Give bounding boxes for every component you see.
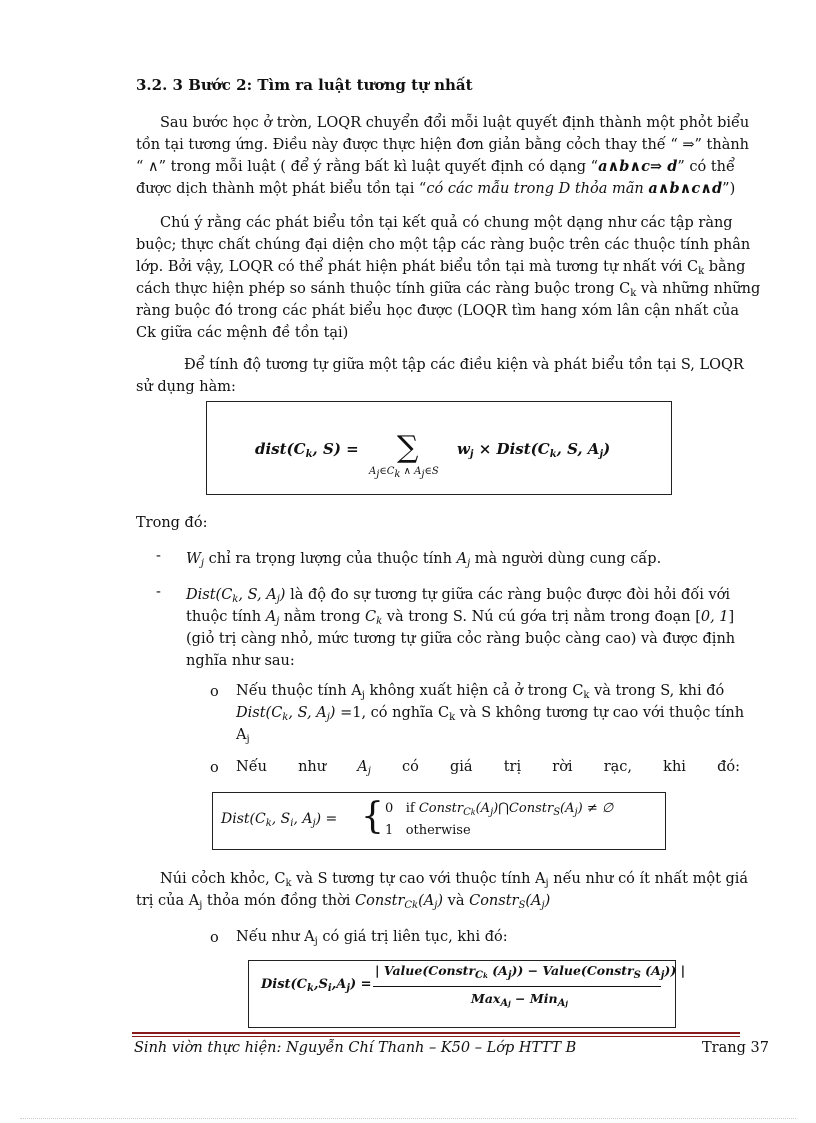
p3-line2: sử dụng hàm: (136, 379, 236, 395)
o-bullet-1: o (210, 684, 219, 700)
f2-r1-c2: Constr (508, 801, 554, 816)
p2-line3-sub: k (698, 266, 705, 277)
f3-lhs-b: ,S (313, 977, 328, 992)
f3-den-b: − Min (510, 991, 558, 1006)
b2-l2b: A (265, 609, 277, 625)
f2-lhs-b: , S (271, 811, 291, 827)
p2-line5: ràng buộc đó trong các phát biểu học được (LOQR tìm hang xóm lân cận nhất của (136, 303, 740, 319)
p2-line4-sub: k (630, 288, 637, 299)
f3-lhs-sub: k (307, 983, 314, 994)
b1-asub: j (467, 558, 471, 569)
f3-den-sub2 (558, 998, 568, 1009)
f2-lhs-sub: k (265, 818, 272, 829)
p2-line6: Ck giữa các mệnh đề tồn tại) (136, 325, 349, 341)
b2-l1a: Dist(C (186, 587, 233, 603)
bullet-2-line2 (186, 606, 734, 628)
b1-wsub: j (200, 558, 205, 569)
o2-w8: rạc, (603, 759, 633, 775)
o1-l2sub3: k (449, 712, 456, 723)
f1-under-s3: j (421, 469, 425, 480)
p1-line3-text: “ ∧” trong mỗi luật ( để ý rằng bất kì luật quyết định có dạng “ (136, 159, 599, 175)
f2-lhs: Dist(C (221, 811, 266, 827)
formula3-lhs (261, 977, 372, 992)
p4-l2f: và (443, 893, 470, 909)
o1-l2b: , S, A (288, 705, 327, 721)
p1-line4-end: ”) (722, 181, 736, 197)
o1-l2sub2: j (326, 712, 330, 723)
p1-line4-italic: có các mẫu trong D thỏa mãn (426, 181, 644, 197)
p3-line1: Để tính độ tương tự giữa một tập các điều kiện và phát biểu tồn tại S, LOQR (184, 357, 744, 373)
o2-w10: đó: (717, 759, 740, 775)
b2-l2e: và trong S. Nú cú gớa trị nằm trong đoạn [ (382, 609, 701, 625)
o2-w6: trị (503, 759, 522, 775)
f2-r1-c1subsub: k (470, 808, 476, 817)
f2-lhs-sub3: j (312, 818, 316, 829)
f2-r1-c1argsub: j (490, 807, 494, 818)
p1-line1: Sau bước học ở trờn, LOQR chuyển đổi mỗi luật quyết định thành một phỏt biểu (160, 115, 750, 131)
f1-lhs-sub: k (305, 449, 313, 460)
b2-l2sub1: j (276, 616, 280, 627)
p2-line4 (136, 278, 760, 300)
footer-page-number: Trang 37 (702, 1040, 769, 1056)
footer-rule-thick (132, 1032, 740, 1034)
o-bullet-2: o (210, 760, 219, 776)
o3-b: có giá trị liên tục, khi đó: (317, 929, 508, 945)
p4-l1sub1: k (285, 878, 292, 889)
o1-line3 (236, 724, 250, 746)
bullet-1 (186, 548, 661, 570)
o1-l2d: =1, có nghĩa C (335, 705, 450, 721)
o2-w9: khi (663, 759, 686, 775)
page-bottom-border (20, 1118, 796, 1119)
f3-den-sub1-t: A (500, 998, 509, 1009)
f3-den-sub1 (500, 998, 510, 1009)
f3-num-c: )) − Value(Constr (511, 963, 634, 978)
f2-r1-c1sub-t: C (463, 807, 471, 818)
footer-rule-thin (132, 1036, 740, 1037)
f1-lhs: dist(C (255, 440, 306, 458)
f2-lhs-end: ) = (315, 811, 338, 827)
b2-l1sub2: j (276, 594, 280, 605)
b2-l1d: là độ đo sự tương tự giữa các ràng buộc được đòi hỏi đối với (285, 587, 731, 603)
p2-line4-end: và những những (636, 281, 761, 297)
o1-l2c: ) (329, 705, 336, 721)
f1-rhs-wsub: j (469, 449, 474, 460)
bullet-dash-2: - (156, 584, 161, 600)
p4-l2d: (A (418, 893, 435, 909)
o1-l3sub: j (246, 734, 250, 745)
o2-line (236, 756, 740, 778)
o1-l1a: Nếu thuộc tính A (236, 683, 362, 699)
p4-l2i: ) (544, 893, 551, 909)
f1-under-s1: j (376, 469, 380, 480)
p4-line2 (136, 890, 550, 912)
p2-line3 (136, 256, 745, 278)
b1-a: A (456, 551, 468, 567)
p1-expr-1: a∧b∧c⇒ d (598, 158, 678, 175)
f2-r1-c1argend: ) (493, 801, 499, 816)
p4-l2sub3: j (434, 900, 438, 911)
p2-line1: Chú ý rằng các phát biểu tồn tại kết quả có chung một dạng như các tập ràng (160, 215, 733, 231)
p4-l2sub5: j (541, 900, 545, 911)
b1-text: chỉ ra trọng lượng của thuộc tính (204, 551, 457, 567)
f1-lhs-end: , S) = (312, 440, 359, 458)
o2-w2: như (298, 759, 327, 775)
p4-l2g: Constr (469, 893, 519, 909)
f3-num-subsub1: k (483, 971, 488, 980)
f1-under-mid: ∈C (379, 466, 395, 477)
f2-r1-c2sub: S (553, 807, 561, 818)
p2-line3-end: bằng (704, 259, 746, 275)
o1-l1b: không xuất hiện cả ở trong C (364, 683, 584, 699)
f1-rhs-sub2: k (549, 449, 557, 460)
p4-l2h: (A (525, 893, 542, 909)
f3-num-d: (A (640, 963, 661, 978)
o3-a: Nếu như A (236, 929, 315, 945)
bullet-dash-1: - (156, 548, 161, 564)
o1-l2sub1: k (282, 712, 289, 723)
f3-lhs-c: ,A (331, 977, 347, 992)
p4-l1b: và S tương tự cao với thuộc tính A (291, 871, 546, 887)
p4-l1c: nếu như có ít nhất một giá (548, 871, 749, 887)
p4-l2e: ) (437, 893, 444, 909)
f2-r1-c2argsub: j (574, 807, 578, 818)
bullet-2-line1 (186, 584, 730, 606)
b2-l2a: thuộc tính (186, 609, 266, 625)
formula-box-3 (248, 960, 686, 1028)
formula2-row2 (385, 823, 471, 838)
p2-line2: buộc; thực chất chúng đại diện cho một tập các ràng buộc trên các thuộc tính phân (136, 237, 751, 253)
f3-num-sub4: j (660, 970, 665, 981)
o1-l2e: và S không tương tự cao với thuộc tính (455, 705, 745, 721)
f2-r1-c2argend: ) ≠ ∅ (577, 801, 614, 816)
formula2-brace: { (361, 796, 384, 837)
f2-r2-text: otherwise (405, 823, 471, 838)
p4-l2sub1: j (199, 900, 203, 911)
formula1-lhs (255, 440, 359, 458)
o1-l1sub1: j (361, 690, 365, 701)
f1-under-and: ∧ A (400, 466, 422, 477)
f3-num-sub3: S (633, 970, 641, 981)
formula3-fraction-bar (373, 986, 661, 987)
o2-w3-wrap (357, 756, 371, 778)
f3-den-a: Max (471, 991, 501, 1006)
f2-r1-cap: ⋂ (498, 801, 509, 816)
f2-r1-if: if (405, 801, 415, 816)
p1-line4 (136, 178, 735, 200)
f3-num-sub1 (475, 970, 488, 981)
f1-rhs-tail: , S, A (556, 440, 600, 458)
formula-box-2 (212, 792, 666, 850)
f2-r2-val: 1 (385, 823, 394, 838)
formula1-sigma: ∑ (397, 430, 419, 465)
f3-den-subsub1: j (508, 999, 511, 1008)
f3-den-subsub2: j (565, 999, 568, 1008)
o1-l1sub2: k (583, 690, 590, 701)
o1-l3: A (236, 727, 247, 743)
formula3-denominator (471, 991, 568, 1009)
f3-lhs-sub3: j (346, 983, 350, 994)
f1-rhs-dist: × Dist(C (473, 440, 550, 458)
f2-r1-c1: Constr (418, 801, 464, 816)
f3-num-sub2: j (507, 970, 512, 981)
p4-l2sub2: Ck (404, 900, 419, 911)
p1-expr-2: a∧b∧c∧d (648, 180, 723, 197)
o2-w7: rời (552, 759, 573, 775)
p4-l1a: Núi cỏch khỏc, C (160, 871, 286, 887)
p1-line3 (136, 156, 735, 178)
o2-w3sub: j (367, 766, 371, 777)
section-heading: 3.2. 3 Bước 2: Tìm ra luật tương tự nhất (136, 76, 473, 94)
trong-do: Trong đó: (136, 515, 208, 531)
o1-l2a: Dist(C (236, 705, 283, 721)
formula1-rhs (457, 440, 610, 458)
f3-den-sub2-t: A (557, 998, 566, 1009)
o-bullet-3: o (210, 930, 219, 946)
formula1-under (369, 466, 439, 480)
o2-w3: A (357, 759, 368, 775)
o1-line2 (236, 702, 744, 724)
p1-line2: tồn tại tương ứng. Điều này được thực hiện đơn giản bằng cỏch thay thế “ ⇒” thành (136, 137, 750, 153)
p4-l2sub4: S (518, 900, 526, 911)
formula3-numerator (375, 963, 686, 981)
b1-w: W (186, 551, 201, 567)
f1-rhs-w: w (457, 440, 470, 458)
formula2-lhs (221, 811, 337, 827)
o3-line (236, 926, 508, 948)
f2-lhs-c: , A (293, 811, 313, 827)
f1-under-s2: k (394, 469, 401, 480)
f3-lhs: Dist(C (261, 977, 308, 992)
p4-line1 (160, 868, 748, 890)
p4-l1sub2: j (545, 878, 549, 889)
o2-w1: Nếu (236, 759, 267, 775)
f3-num-a: | Value(Constr (375, 963, 476, 978)
b2-l1c: ) (279, 587, 286, 603)
o1-line1 (236, 680, 724, 702)
p2-line3-text: lớp. Bởi vậy, LOQR có thể phát hiện phát biểu tồn tại mà tương tự nhất với C (136, 259, 699, 275)
b1-end: mà người dùng cung cấp. (470, 551, 662, 567)
b2-l2f: 0, 1 (700, 609, 729, 625)
o2-w4: có (402, 759, 419, 775)
b2-l2sub2: k (376, 616, 383, 627)
f2-r1-c2arg: (A (560, 801, 575, 816)
formula-box-1 (206, 401, 672, 495)
f3-lhs-end: ) = (349, 977, 372, 992)
b2-l2c: nằm trong (279, 609, 365, 625)
f3-num-sub1-t: C (475, 970, 483, 981)
p1-line3-end: ” có thể (677, 159, 735, 175)
p2-line4-text: cách thực hiện phép so sánh thuộc tính giữa các ràng buộc trong C (136, 281, 631, 297)
p4-l2c: Constr (355, 893, 405, 909)
f2-r1-c1sub (463, 807, 476, 818)
o3-asub: j (314, 936, 318, 947)
o2-w5: giá (450, 759, 473, 775)
f2-r1-c1arg: (A (475, 801, 491, 816)
f2-r1-val: 0 (385, 801, 394, 816)
bullet-2-line4: nghĩa như sau: (186, 653, 295, 669)
o1-l1c: và trong S, khi đó (589, 683, 725, 699)
b2-l2g: ] (728, 609, 735, 625)
f2-lhs-sub2: i (290, 818, 294, 829)
p4-l2b: thỏa món đồng thời (202, 893, 356, 909)
bullet-2-line3: (giỏ trị càng nhỏ, mức tương tự giữa cỏc ràng buộc càng cao) và được định (186, 631, 736, 647)
formula2-row1 (385, 801, 613, 816)
f3-lhs-sub2: i (327, 983, 332, 994)
f3-num-b: (A (487, 963, 508, 978)
p4-l2a: trị của A (136, 893, 200, 909)
f3-num-e: )) | (664, 963, 686, 978)
p1-line4-text: được dịch thành một phát biểu tồn tại “ (136, 181, 427, 197)
b2-l1b: , S, A (238, 587, 277, 603)
f1-rhs-close: ) (603, 440, 611, 458)
b2-l1sub1: k (232, 594, 239, 605)
f1-under-end: ∈S (424, 466, 439, 477)
f1-rhs-sub3: j (599, 449, 604, 460)
footer-author: Sinh viờn thực hiện: Nguyễn Chí Thanh – K50 – Lớp HTTT B (134, 1040, 577, 1056)
f1-under-a: A (369, 466, 377, 477)
b2-l2d: C (364, 609, 377, 625)
